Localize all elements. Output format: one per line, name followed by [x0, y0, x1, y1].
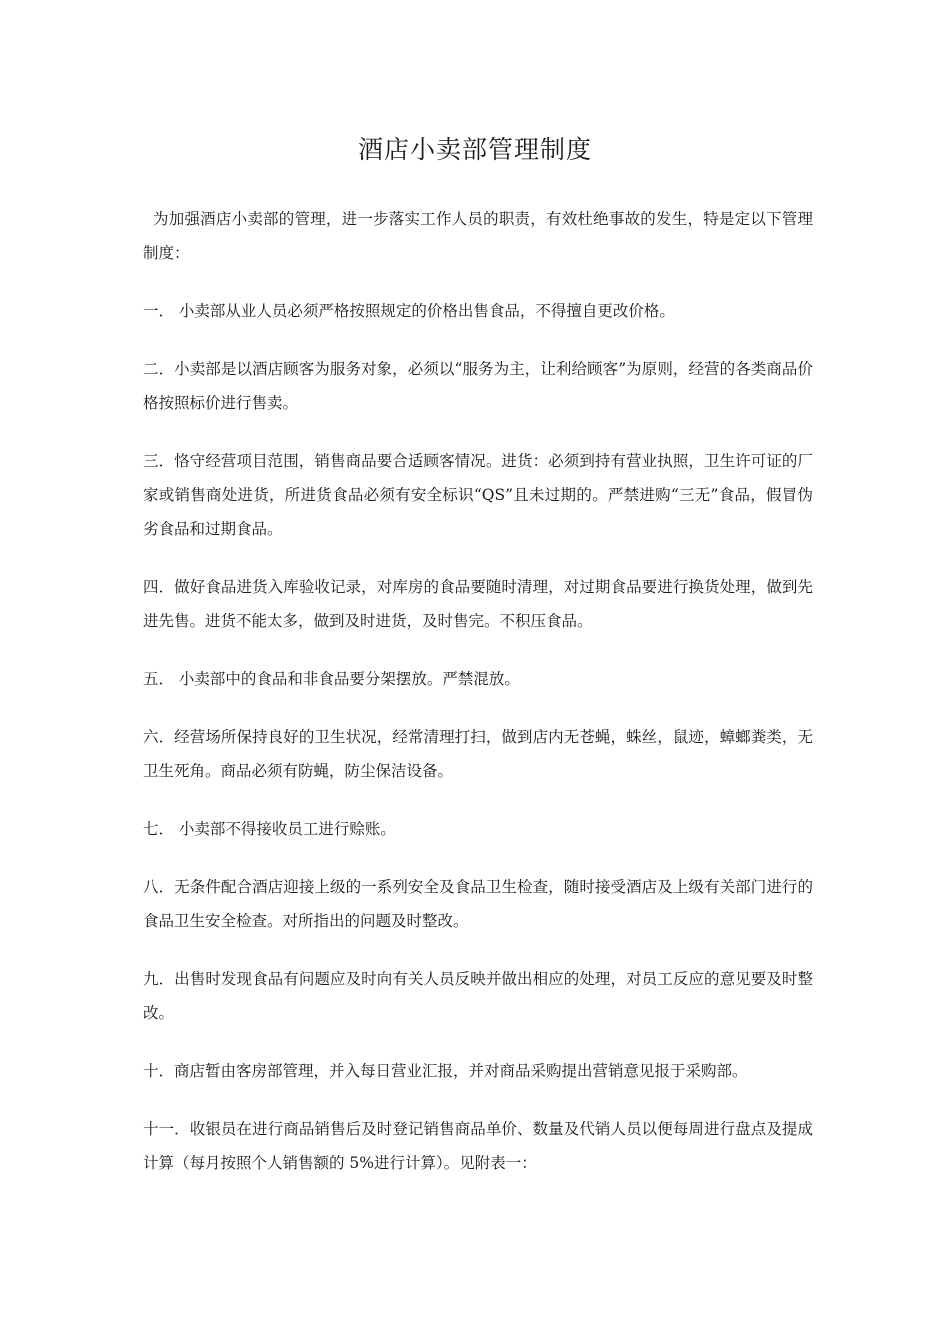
rule-paragraph-8: 八．无条件配合酒店迎接上级的一系列安全及食品卫生检查，随时接受酒店及上级有关部门进行的食品卫生安全检查。对所指出的问题及时整改。 [143, 878, 813, 930]
rule-paragraph-10: 十．商店暂由客房部管理，并入每日营业汇报，并对商品采购提出营销意见报于采购部。 [143, 1062, 748, 1080]
rule-paragraph-6: 六．经营场所保持良好的卫生状况，经常清理打扫，做到店内无苍蝇，蛛丝，鼠迹，蟑螂粪类，无卫生死角。商品必须有防蝇，防尘保洁设备。 [143, 728, 813, 780]
document-body [143, 202, 813, 1204]
rule-paragraph-7: 七． 小卖部不得接收员工进行赊账。 [143, 820, 396, 838]
rule-paragraph-5: 五． 小卖部中的食品和非食品要分架摆放。严禁混放。 [143, 670, 520, 688]
rule-paragraph-9: 九．出售时发现食品有问题应及时向有关人员反映并做出相应的处理，对员工反应的意见要及时整改。 [143, 970, 813, 1022]
rule-paragraph-1: 一． 小卖部从业人员必须严格按照规定的价格出售食品，不得擅自更改价格。 [143, 302, 675, 320]
rule-paragraph-3: 三．恪守经营项目范围，销售商品要合适顾客情况。进货：必须到持有营业执照，卫生许可证的厂家或销售商处进货，所进货食品必须有安全标识“QS”且未过期的。严禁进购“三无”食品，假冒伪劣食品和过期食品。 [143, 452, 813, 538]
rule-paragraph-11: 十一．收银员在进行商品销售后及时登记销售商品单价、数量及代销人员以便每周进行盘点及提成计算（每月按照个人销售额的 5%进行计算）。见附表一： [143, 1120, 813, 1172]
document-title: 酒店小卖部管理制度 [357, 135, 592, 164]
rule-paragraph-4: 四．做好食品进货入库验收记录，对库房的食品要随时清理，对过期食品要进行换货处理，做到先进先售。进货不能太多，做到及时进货，及时售完。不积压食品。 [143, 578, 813, 630]
intro-paragraph: 为加强酒店小卖部的管理，进一步落实工作人员的职责，有效杜绝事故的发生，特是定以下管理制度： [143, 210, 813, 262]
rule-paragraph-2: 二．小卖部是以酒店顾客为服务对象，必须以“服务为主，让利给顾客”为原则，经营的各类商品价格按照标价进行售卖。 [143, 360, 813, 412]
